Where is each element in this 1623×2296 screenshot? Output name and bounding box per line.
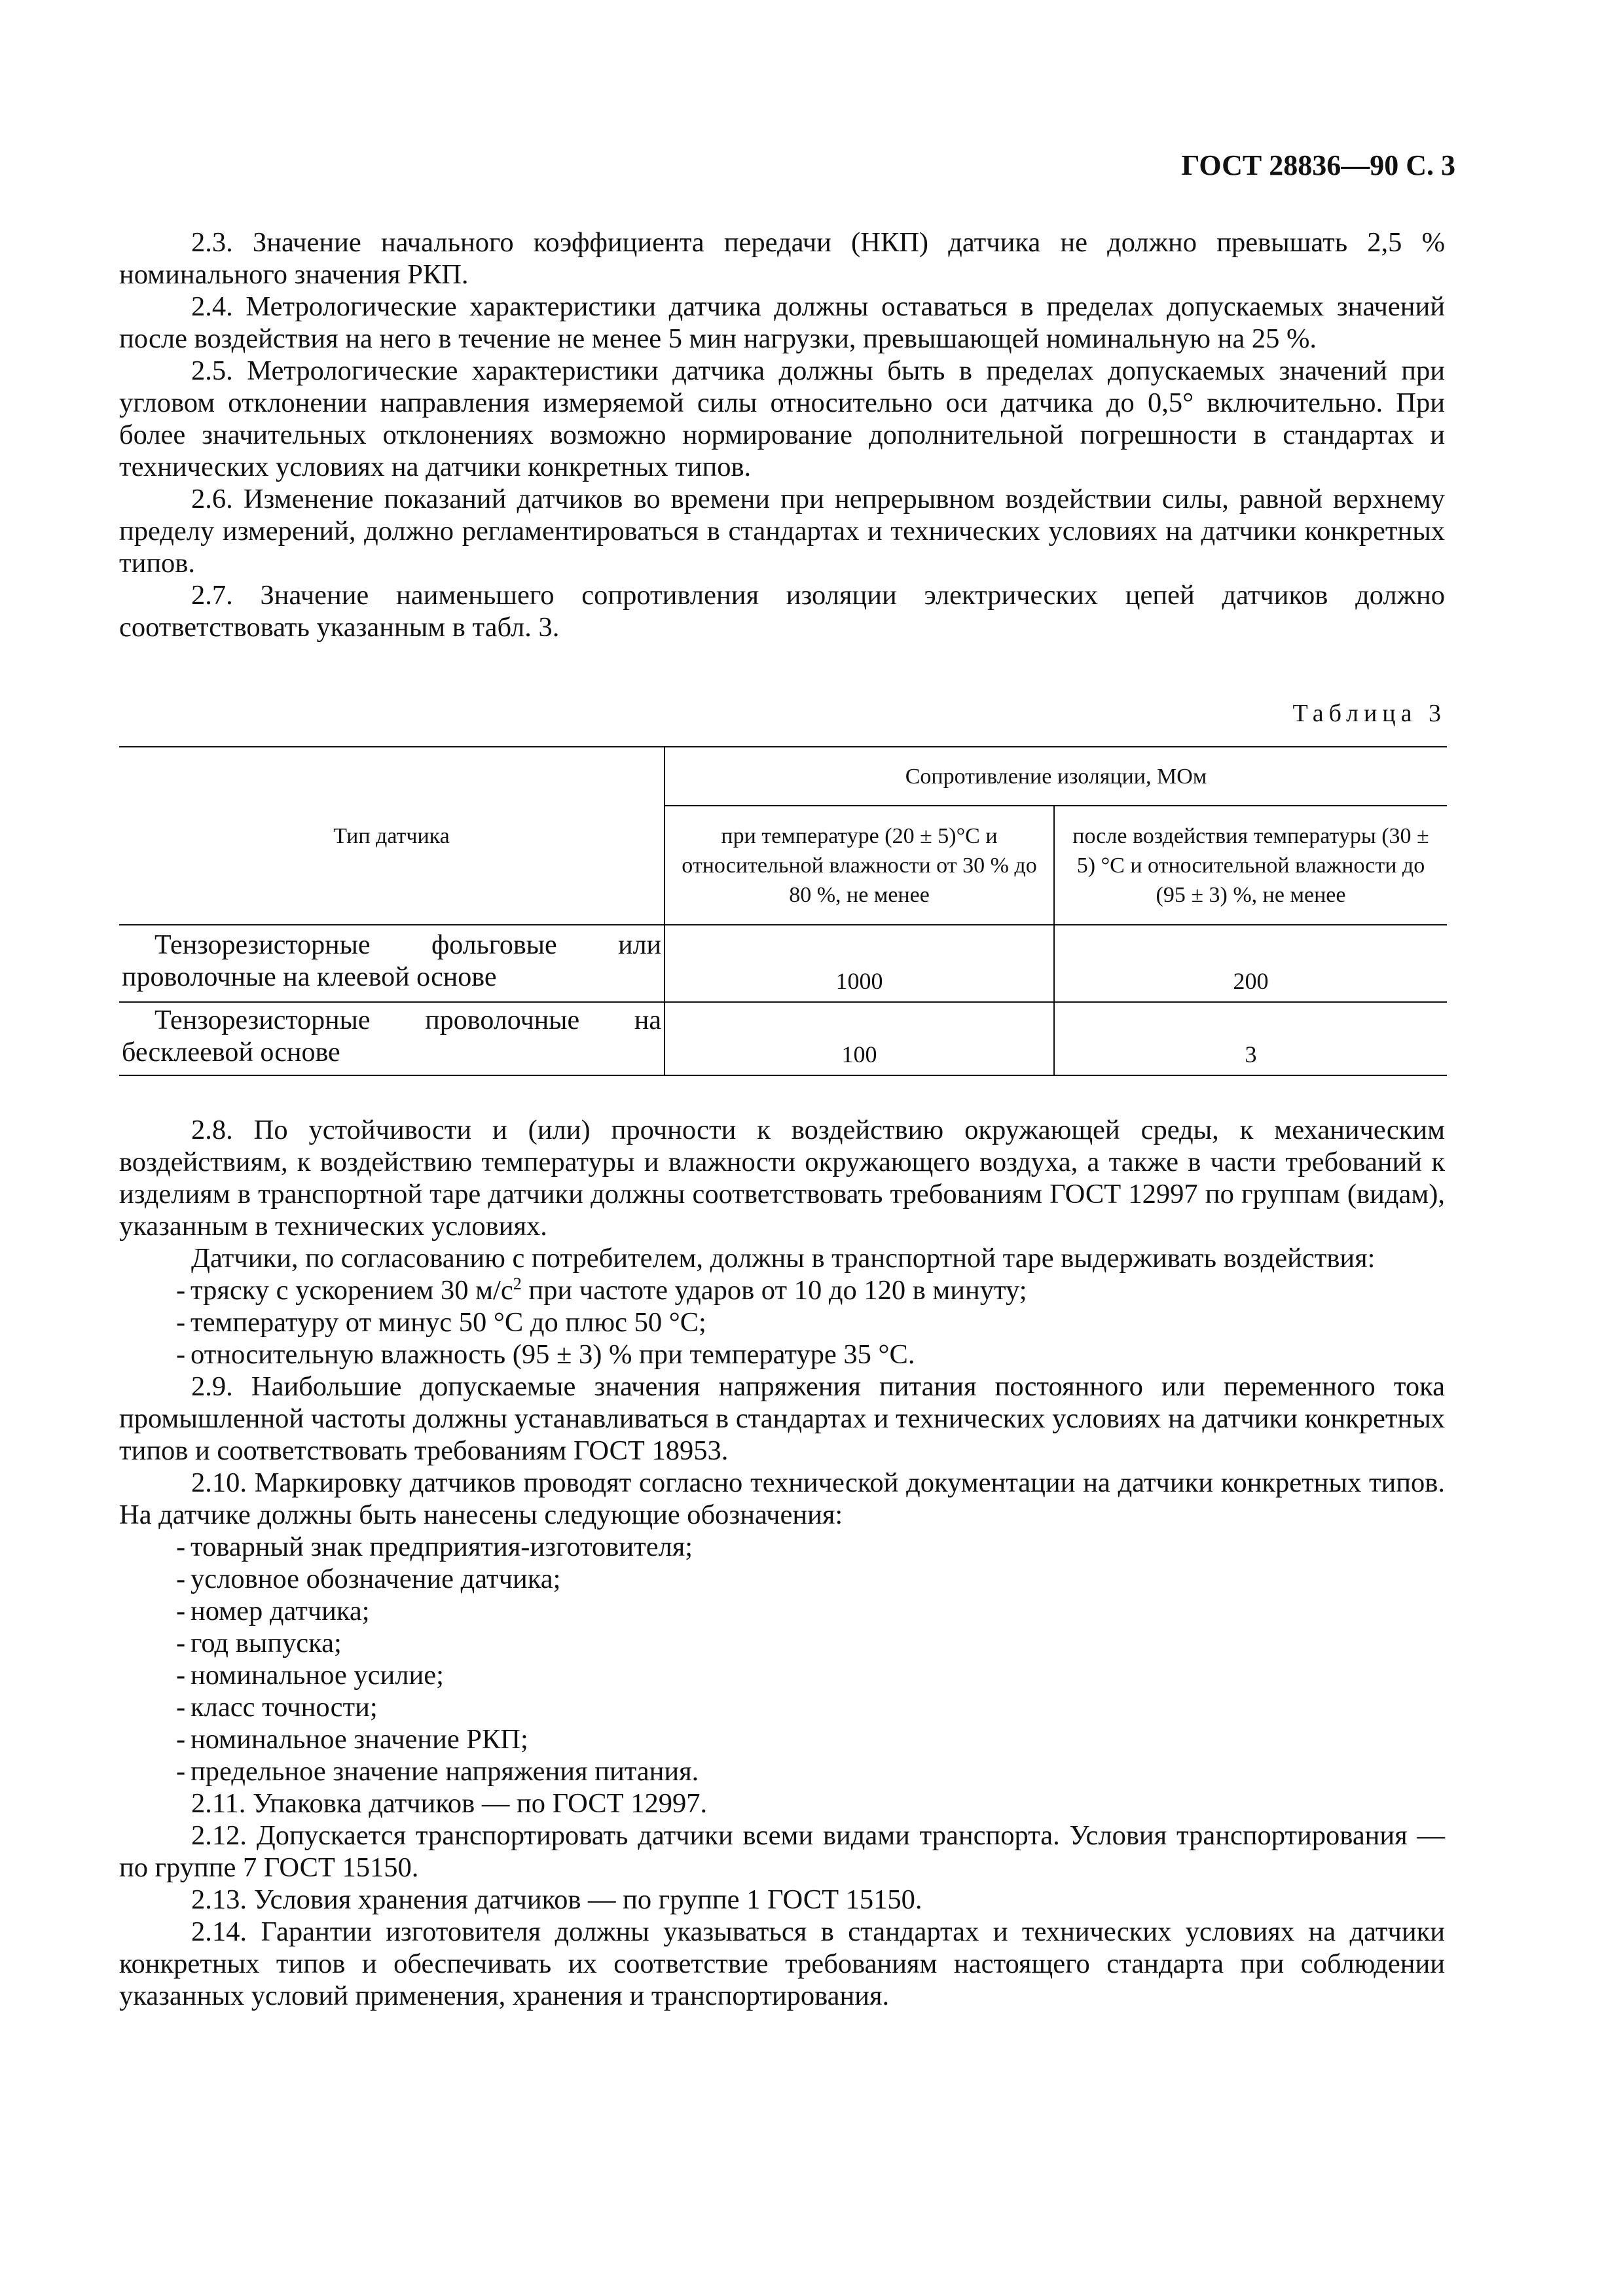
row-type: Тензорезисторные проволочные на бесклеевой основе [122,1005,661,1067]
paragraph-2-10: 2.10. Маркировку датчиков проводят согласно технической документации на датчики конкретных типов. На датчике должны быть нанесены следующие обозначения: [119,1467,1445,1530]
paragraph-2-4: 2.4. Метрологические характеристики датчика должны оставаться в пределах допускаемых значений после воздействия на него в течение не менее 5 мин нагрузки, превышающей номинальную на 25 %. [119,291,1445,354]
list-item: - класс точности; [176,1692,378,1723]
paragraph-2-7: 2.7. Значение наименьшего сопротивления изоляции электрических цепей датчиков должно соответствовать указанным в табл. 3. [119,580,1445,643]
table-caption: Таблица 3 [1292,700,1446,727]
row-type: Тензорезисторные фольговые или проволочные на клеевой основе [122,930,661,992]
col-sub-header-2: после воздействия температуры (30 ± 5) °С и относительной влажности до (95 ± 3) %, не менее [1054,806,1447,925]
table-header-row [119,747,1447,806]
col-group-header: Сопротивление изоляции, МОм [665,747,1447,806]
list-item: - номер датчика; [176,1596,370,1626]
list-item: - температуру от минус 50 °С до плюс 50 °С; [176,1307,706,1338]
page-header: ГОСТ 28836—90 С. 3 [1181,149,1455,181]
paragraph-2-5: 2.5. Метрологические характеристики датчика должны быть в пределах допускаемых значений при угловом отклонении направления измеряемой силы относительно оси датчика до 0,5° включительно. При более значительных отклонениях возможно нормирование дополнительной погрешности в стандартах и технических условиях на датчики конкретных типов. [119,355,1445,482]
list-item: - товарный знак предприятия-изготовителя; [176,1532,693,1562]
list-item: - номинальное усилие; [176,1660,444,1691]
bottom-section [119,1114,1445,2012]
paragraph-2-6: 2.6. Изменение показаний датчиков во времени при непрерывном воздействии силы, равной верхнему пределу измерений, должно регламентироваться в стандартах и технических условиях на датчики конкретных типов. [119,484,1445,579]
paragraph-2-11: 2.11. Упаковка датчиков — по ГОСТ 12997. [191,1788,708,1819]
row-value-1: 1000 [665,925,1054,1002]
table-row [119,925,1447,1002]
col-sub-header-1: при температуре (20 ± 5)°С и относительной влажности от 30 % до 80 %, не менее [665,806,1054,925]
col-type-header: Тип датчика [119,747,665,925]
table-row [119,1002,1447,1075]
paragraph-2-12: 2.12. Допускается транспортировать датчики всеми видами транспорта. Условия транспортирования — по группе 7 ГОСТ 15150. [119,1820,1445,1883]
table-3 [119,746,1447,1076]
paragraph-2-8: 2.8. По устойчивости и (или) прочности к воздействию окружающей среды, к механическим воздействиям, к воздействию температуры и влажности окружающего воздуха, а также в части требований к изделиям в транспортной таре датчики должны соответствовать требованиям ГОСТ 12997 по группам (видам), указанным в технических условиях. [119,1115,1445,1242]
list-item: - относительную влажность (95 ± 3) % при температуре 35 °С. [176,1339,915,1370]
paragraph-2-3: 2.3. Значение начального коэффициента передачи (НКП) датчика не должно превышать 2,5 % номинального значения РКП. [119,227,1445,290]
list-item: - предельное значение напряжения питания. [176,1756,699,1787]
row-value-1: 100 [665,1002,1054,1075]
list-item: - условное обозначение датчика; [176,1564,561,1594]
list-item: - тряску с ускорением 30 $м/с^2$ при частоте ударов от 10 до 120 в минуту; [176,1274,1027,1306]
paragraph-2-13: 2.13. Условия хранения датчиков — по группе 1 ГОСТ 15150. [191,1884,922,1915]
paragraph-transport: Датчики, по согласованию с потребителем, должны в транспортной таре выдерживать воздействия: [191,1243,1376,1274]
top-section [119,226,1445,643]
paragraph-2-14: 2.14. Гарантии изготовителя должны указываться в стандартах и технических условиях на датчики конкретных типов и обеспечивать их соответствие требованиям настоящего стандарта при соблюдении указанных условий применения, хранения и транспортирования. [119,1916,1445,2011]
list-item: - номинальное значение РКП; [176,1724,528,1755]
row-value-2: 3 [1054,1002,1447,1075]
paragraph-2-9: 2.9. Наибольшие допускаемые значения напряжения питания постоянного или переменного тока промышленной частоты должны устанавливаться в стандартах и технических условиях на датчики конкретных типов и соответствовать требованиям ГОСТ 18953. [119,1371,1445,1466]
row-value-2: 200 [1054,925,1447,1002]
list-item: - год выпуска; [176,1628,342,1659]
